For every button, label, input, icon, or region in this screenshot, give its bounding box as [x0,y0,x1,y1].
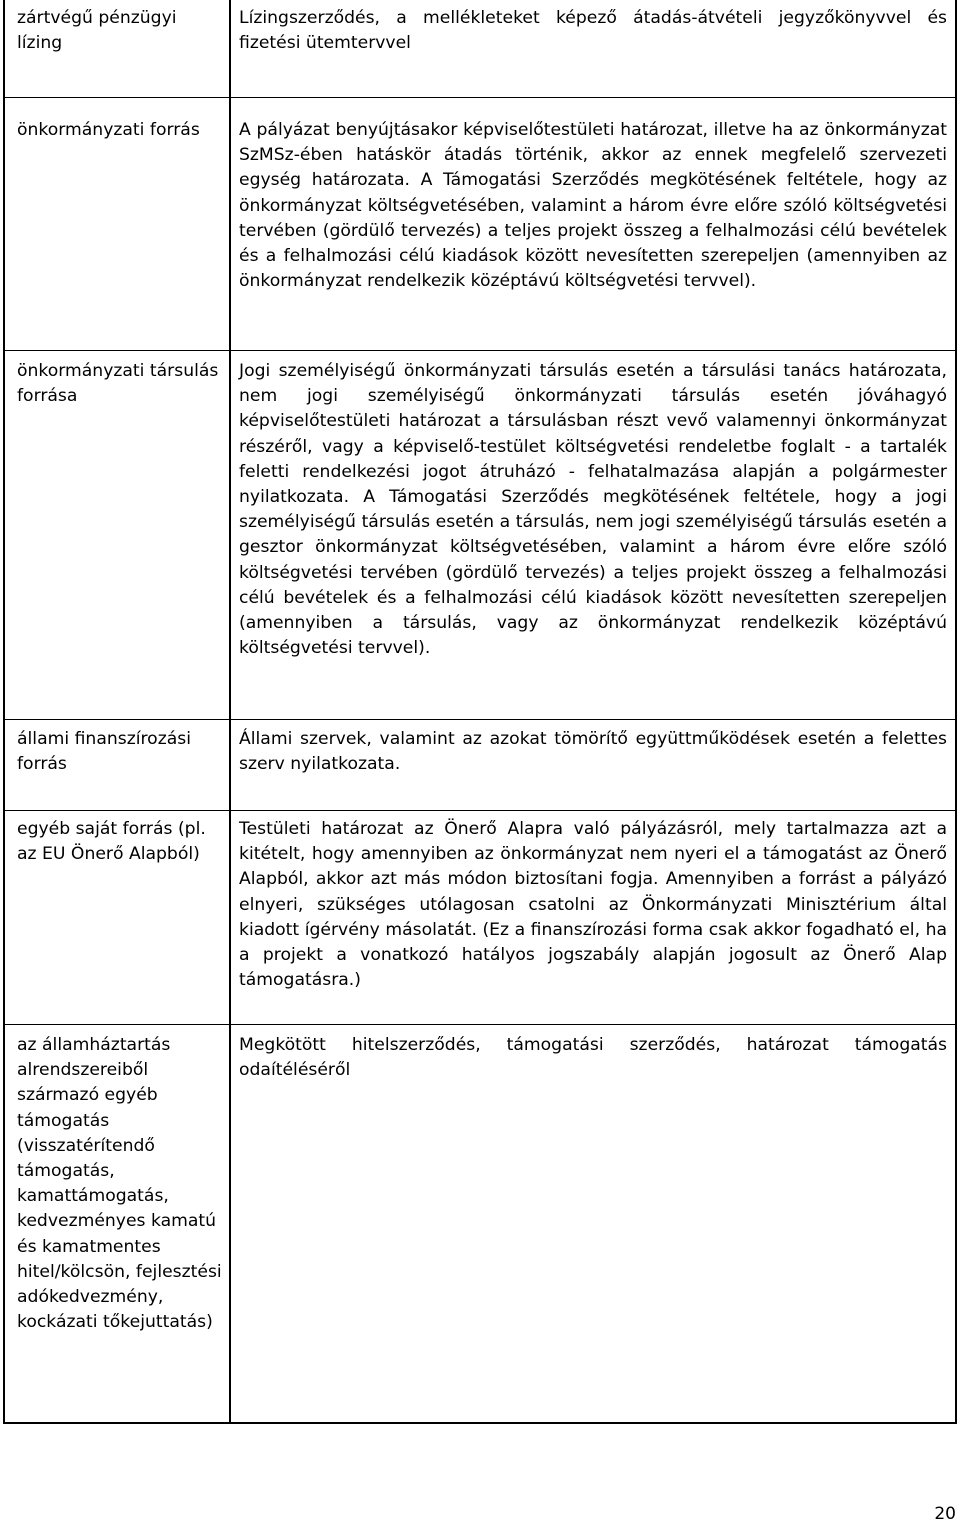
source-cell-state: állami finanszírozási forrás [17,729,191,775]
row-divider [5,810,955,811]
column-divider [229,0,231,1422]
requirement-cell-own: Testületi határozat az Önerő Alapra való pályázásról, mely tartalmazza azt a kitételt, hogy amennyiben az önkormányzat nem nyeri el a támogatást az Önerő Alapból, akkor azt más módon biztosítani fogja. Amennyiben a forrást a pályázó elnyeri, szükséges utólagosan csatolni az Önkormányzati Minisztérium által kiadott ígérvény másolatát. (Ez a finanszírozási forma csak akkor fogadható el, ha a projekt a vonatkozó hatályos jogszabály alapján jogosult az Önerő Alap támogatásra.) [239,819,947,991]
source-cell-municipal: önkormányzati forrás [17,120,200,140]
requirement-cell-association: Jogi személyiségű önkormányzati társulás esetén a társulási tanács határozata, nem jogi személyiségű önkormányzati társulás esetén jóváhagyó képviselőtestületi határozat a társulásban részt vevő valamennyi önkormányzat részéről, vagy a képviselő-testület költségvetési rendeletbe foglalt - a tartalék feletti rendelkezési jogot átruházó - felhatalmazása alapján a polgármester nyilatkozata. A Támogatási Szerződés megkötésének feltétele, hogy a jogi személyiségű társulás esetén a társulás, nem jogi személyiségű társulás esetén a gesztor önkormányzat költségvetésében, valamint a három évre előre szóló költségvetési tervében (gördülő tervezés) a teljes projekt összeg a felhalmozási célú bevételek és a felhalmozási célú kiadások között nevesítetten szerepeljen (amennyiben a társulás, vagy az önkormányzat rendelkezik középtávú költségvetési tervvel). [239,361,947,659]
source-cell-leasing: zártvégű pénzügyi lízing [17,8,177,54]
requirement-cell-public-finance: Megkötött hitelszerződés, támogatási szerződés, határozat támogatás odaítéléséről [239,1035,947,1081]
requirement-cell-municipal: A pályázat benyújtásakor képviselőtestületi határozat, illetve ha az önkormányzat SzMSz-ében hatáskör átadás történik, akkor az ennek megfelelő szervezeti egység határozata. A Támogatási Szerződés megkötésének feltétele, hogy az önkormányzat költségvetésében, valamint a három évre előre szóló költségvetési tervében (gördülő tervezés) a teljes projekt összeg a felhalmozási célú bevételek és a felhalmozási célú kiadások között nevesítetten szerepeljen (amennyiben az önkormányzat rendelkezik középtávú költségvetési tervvel). [239,120,947,292]
source-cell-association: önkormányzati társulás forrása [17,361,219,407]
requirement-cell-state: Állami szervek, valamint az azokat tömörítő együttműködések esetén a felettes szerv nyilatkozata. [239,729,947,775]
requirement-cell-leasing: Lízingszerződés, a mellékleteket képező átadás-átvételi jegyzőkönyvvel és fizetési ütemtervvel [239,8,947,54]
row-divider [5,1024,955,1025]
funding-sources-table [3,0,957,1424]
source-cell-own: egyéb saját forrás (pl. az EU Önerő Alapból) [17,819,206,865]
source-cell-public-finance: az államháztartás alrendszereiből származó egyéb támogatás (visszatérítendő támogatás, kamattámogatás, kedvezményes kamatú és kamatmentes hitel/kölcsön, fejlesztési adókedvezmény, kockázati tőkejuttatás) [17,1035,222,1333]
row-divider [5,97,955,98]
row-divider [5,719,955,720]
row-divider [5,350,955,351]
page-number: 20 [934,1504,956,1524]
